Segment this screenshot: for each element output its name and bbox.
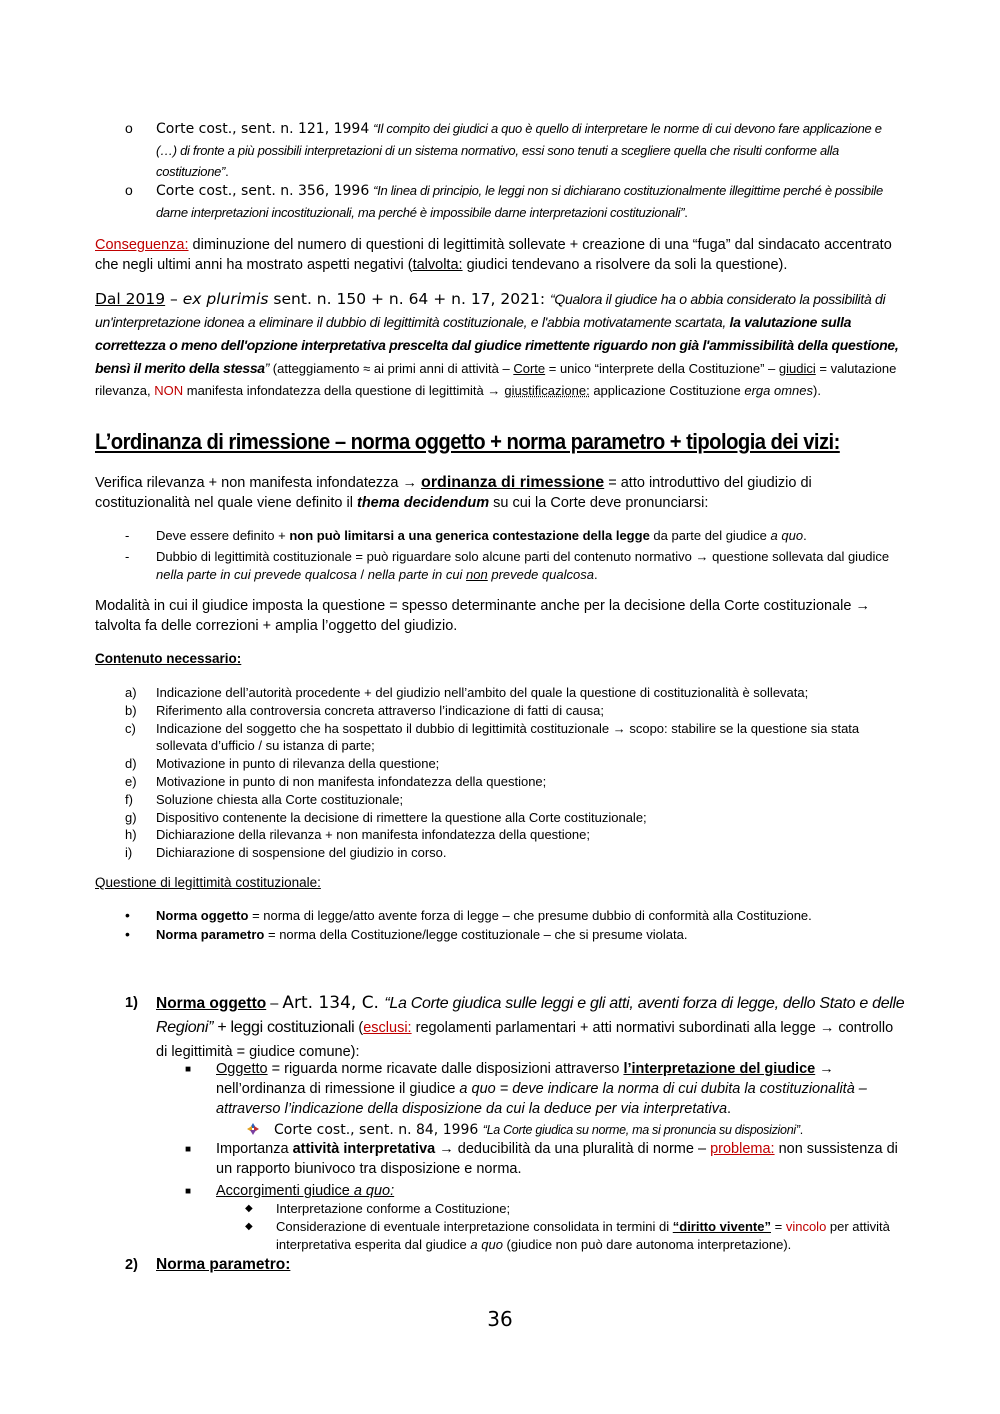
- importanza-list: [185, 1139, 905, 1203]
- ordinanza-term: ordinanza di rimessione: [421, 474, 605, 491]
- non-emphasis: NON: [154, 383, 184, 398]
- list-item: d) Motivazione in punto di rilevanza della questione;: [125, 756, 440, 772]
- list-item: e) Motivazione in punto di non manifesta infondatezza della questione;: [125, 773, 547, 789]
- sentence-quote: “Qualora il giudice ha o abbia considerato la possibilità di un'interpretazione idonea a eliminare il dubbio di legittimità costituzionale, e l'abbia motivatamente scartata,: [95, 291, 886, 330]
- bullet-marker: o: [125, 182, 133, 198]
- list-item: - Deve essere definito + non può limitarsi a una generica contestazione della legge da parte del giudice a quo.: [125, 528, 807, 543]
- contenuto-list: [95, 684, 905, 862]
- case-citation-121-1994: Corte cost., sent. n. 121, 1994 “Il compito dei giudici a quo è quello di interpretare le norme di cui devono fare applicazione e (…) di fronte a più possibili interpretazioni di un sistema normativo, essi sono tenuti a scegliere quella che risulti conforme alla costituzione”.: [156, 121, 882, 179]
- modalita-paragraph: Modalità in cui il giudice imposta la questione = spesso determinante anche per la decisione della Corte costituzionale → talvolta fa delle correzioni + amplia l’oggetto del giudizio.: [95, 598, 870, 634]
- list-item: i) Dichiarazione di sospensione del giudizio in corso.: [125, 845, 447, 861]
- dal-2019-label: Dal 2019: [95, 290, 166, 308]
- list-item: ■ Oggetto = riguarda norme ricavate dalle disposizioni attraverso l’interpretazione del giudice → nell’ordinanza di rimessione il giudice a quo = deve indicare la norma di cui dubita la costituzionalità – attraverso l’indicazione della disposizione da cui la deduce per via interpretativa.: [185, 1061, 867, 1117]
- list-item: f) Soluzione chiesta alla Corte costituzionale;: [125, 791, 404, 807]
- case-citation: Corte cost., sent. n. 356, 1996: [156, 183, 370, 199]
- questione-list: [95, 906, 905, 944]
- bullet-marker: o: [125, 120, 133, 136]
- arrow-icon: →: [402, 475, 418, 491]
- list-item: ◆ Considerazione di eventuale interpretazione consolidata in termini di “diritto vivente” = vincolo per attività interpretativa esperita dal giudice a quo (giudice non può dare autonoma interpretazione).: [245, 1219, 890, 1252]
- case-citation-84-1996: Corte cost., sent. n. 84, 1996 “La Corte giudica su norme, ma si pronuncia su disposizioni”.: [246, 1120, 803, 1139]
- thema-decidendum: thema decidendum: [356, 495, 490, 511]
- list-item: h) Dichiarazione della rilevanza + non manifesta infondatezza della questione;: [125, 827, 590, 843]
- list-item: a) Indicazione dell’autorità procedente + del giudizio nell’ambito del quale la questione di costituzionalità è sollevata;: [125, 685, 809, 700]
- questione-title: Questione di legittimità costituzionale:: [95, 875, 321, 890]
- norma-oggetto-title: Norma oggetto: [156, 995, 267, 1012]
- oggetto-sub-list: [185, 1059, 905, 1121]
- contenuto-title: Contenuto necessario:: [95, 651, 242, 666]
- case-citation-356-1996: Corte cost., sent. n. 356, 1996 “In linea di principio, le leggi non si dichiarano costituzionalmente illegittime perché è possibile darne interpretazioni incostituzionali, ma perché è impossibile darne interpretazioni costituzionali”.: [156, 183, 883, 220]
- list-item: ■ Accorgimenti giudice a quo:: [185, 1183, 395, 1199]
- list-item: • Norma oggetto = norma di legge/atto avente forza di legge – che presume dubbio di conformità alla Costituzione.: [125, 907, 812, 923]
- list-item: • Norma parametro = norma della Costituzione/legge costituzionale – che si presume violata.: [125, 926, 688, 942]
- arrow-bullet-icon: [246, 1122, 260, 1136]
- norma-oggetto-item: 1) Norma oggetto – Art. 134, C. “La Corte giudica sulle leggi e gli atti, aventi forza di legge, dello Stato e delle Regioni” + leggi costituzionali (esclusi: regolamenti parlamentari + atti normativi subordinati alla legge → controllo di legittimità = giudice comune):: [125, 993, 905, 1060]
- conseguenza-label: Conseguenza:: [95, 237, 189, 253]
- norma-parametro-title: Norma parametro:: [156, 1256, 291, 1273]
- arrow-icon: →: [487, 383, 501, 398]
- dash-list: [95, 527, 905, 586]
- arrow-icon: →: [819, 1020, 835, 1036]
- case-citation: Corte cost., sent. n. 121, 1994: [156, 121, 370, 137]
- list-item: ■ Importanza attività interpretativa → deducibilità da una pluralità di norme – problema: non sussistenza di un rapporto biunivoco tra disposizione e norma.: [185, 1141, 898, 1177]
- section-heading: L’ordinanza di rimessione – norma oggetto + norma parametro + tipologia dei vizi:: [95, 429, 840, 454]
- verifica-paragraph: Verifica rilevanza + non manifesta infondatezza → ordinanza di rimessione = atto introduttivo del giudizio di costituzionalità nel quale viene definito il thema decidendum su cui la Corte deve pronunciarsi:: [95, 474, 812, 511]
- page-number: 36: [487, 1307, 513, 1331]
- accorgimenti-list: [245, 1200, 905, 1254]
- talvolta-label: talvolta:: [412, 257, 463, 273]
- list-item: ◆ Interpretazione conforme a Costituzione;: [245, 1201, 511, 1216]
- problema-label: problema:: [710, 1141, 775, 1157]
- list-item: b) Riferimento alla controversia concreta attraverso l’indicazione di fatti di causa;: [125, 702, 604, 718]
- arrow-icon: →: [695, 549, 709, 564]
- case-quote: “In linea di principio, le leggi non si dichiarano costituzionalmente illegittime perché è possibile darne interpretazioni incostituzionali, ma perché è impossibile darne interpretazioni costituzionali”: [156, 183, 883, 220]
- list-item: - Dubbio di legittimità costituzionale = può riguardare solo alcune parti del contenuto normativo → questione sollevata dal giudice nella parte in cui prevede qualcosa / nella parte in cui non prevede qualcosa.: [125, 549, 890, 582]
- dal-2019-paragraph: Dal 2019 – ex plurimis sent. n. 150 + n. 64 + n. 17, 2021: “Qualora il giudice ha o abbia considerato la possibilità di un'interpretazione idonea a eliminare il dubbio di legittimità costituzionale, e l'abbia motivatamente scartata, la valutazione sulla correttezza o meno dell'opzione interpretativa prescelta dal giudice rimettente riguardo non già l'ammissibilità della questione, bensì il merito della stessa” (atteggiamento ≈ ai primi anni di attività – Corte = unico “interprete della Costituzione” – giudici = valutazione rilevanza, NON manifesta infondatezza della questione di legittimità → giustificazione: applicazione Costituzione erga omnes).: [95, 290, 899, 398]
- conseguenza-paragraph: Conseguenza: diminuzione del numero di questioni di legittimità sollevate + creazione di una “fuga” dal sindacato accentrato che negli ultimi anni ha mostrato aspetti negativi (talvolta: giudici tendevano a risolvere da soli la questione).: [95, 237, 892, 273]
- arrow-icon: →: [855, 598, 870, 614]
- sentence-quote-bold: la valutazione sulla correttezza o meno dell'opzione interpretativa prescelta dal giudice rimettente riguardo non già l'ammissibilità della questione, bensì il merito della stessa: [95, 314, 899, 376]
- norma-parametro-item: 2) Norma parametro:: [125, 1256, 291, 1273]
- case-quote: “Il compito dei giudici a quo è quello di interpretare le norme di cui devono fare applicazione e (…) di fronte a più possibili interpretazioni di un sistema normativo, essi sono tenuti a scegliere quella che risulti conforme alla costituzione”: [156, 121, 882, 179]
- list-item: g) Dispositivo contenente la decisione di rimettere la questione alla Corte costituzionale;: [125, 809, 647, 825]
- esclusi-label: esclusi:: [363, 1020, 412, 1036]
- list-item: c) Indicazione del soggetto che ha sospettato il dubbio di legittimità costituzionale → scopo: stabilire se la questione sia stata sollevata d’ufficio / su istanza di parte;: [125, 720, 860, 754]
- art-134-quote: “La Corte giudica sulle leggi e gli atti, aventi forza di legge, dello Stato e delle Regioni”: [156, 995, 905, 1036]
